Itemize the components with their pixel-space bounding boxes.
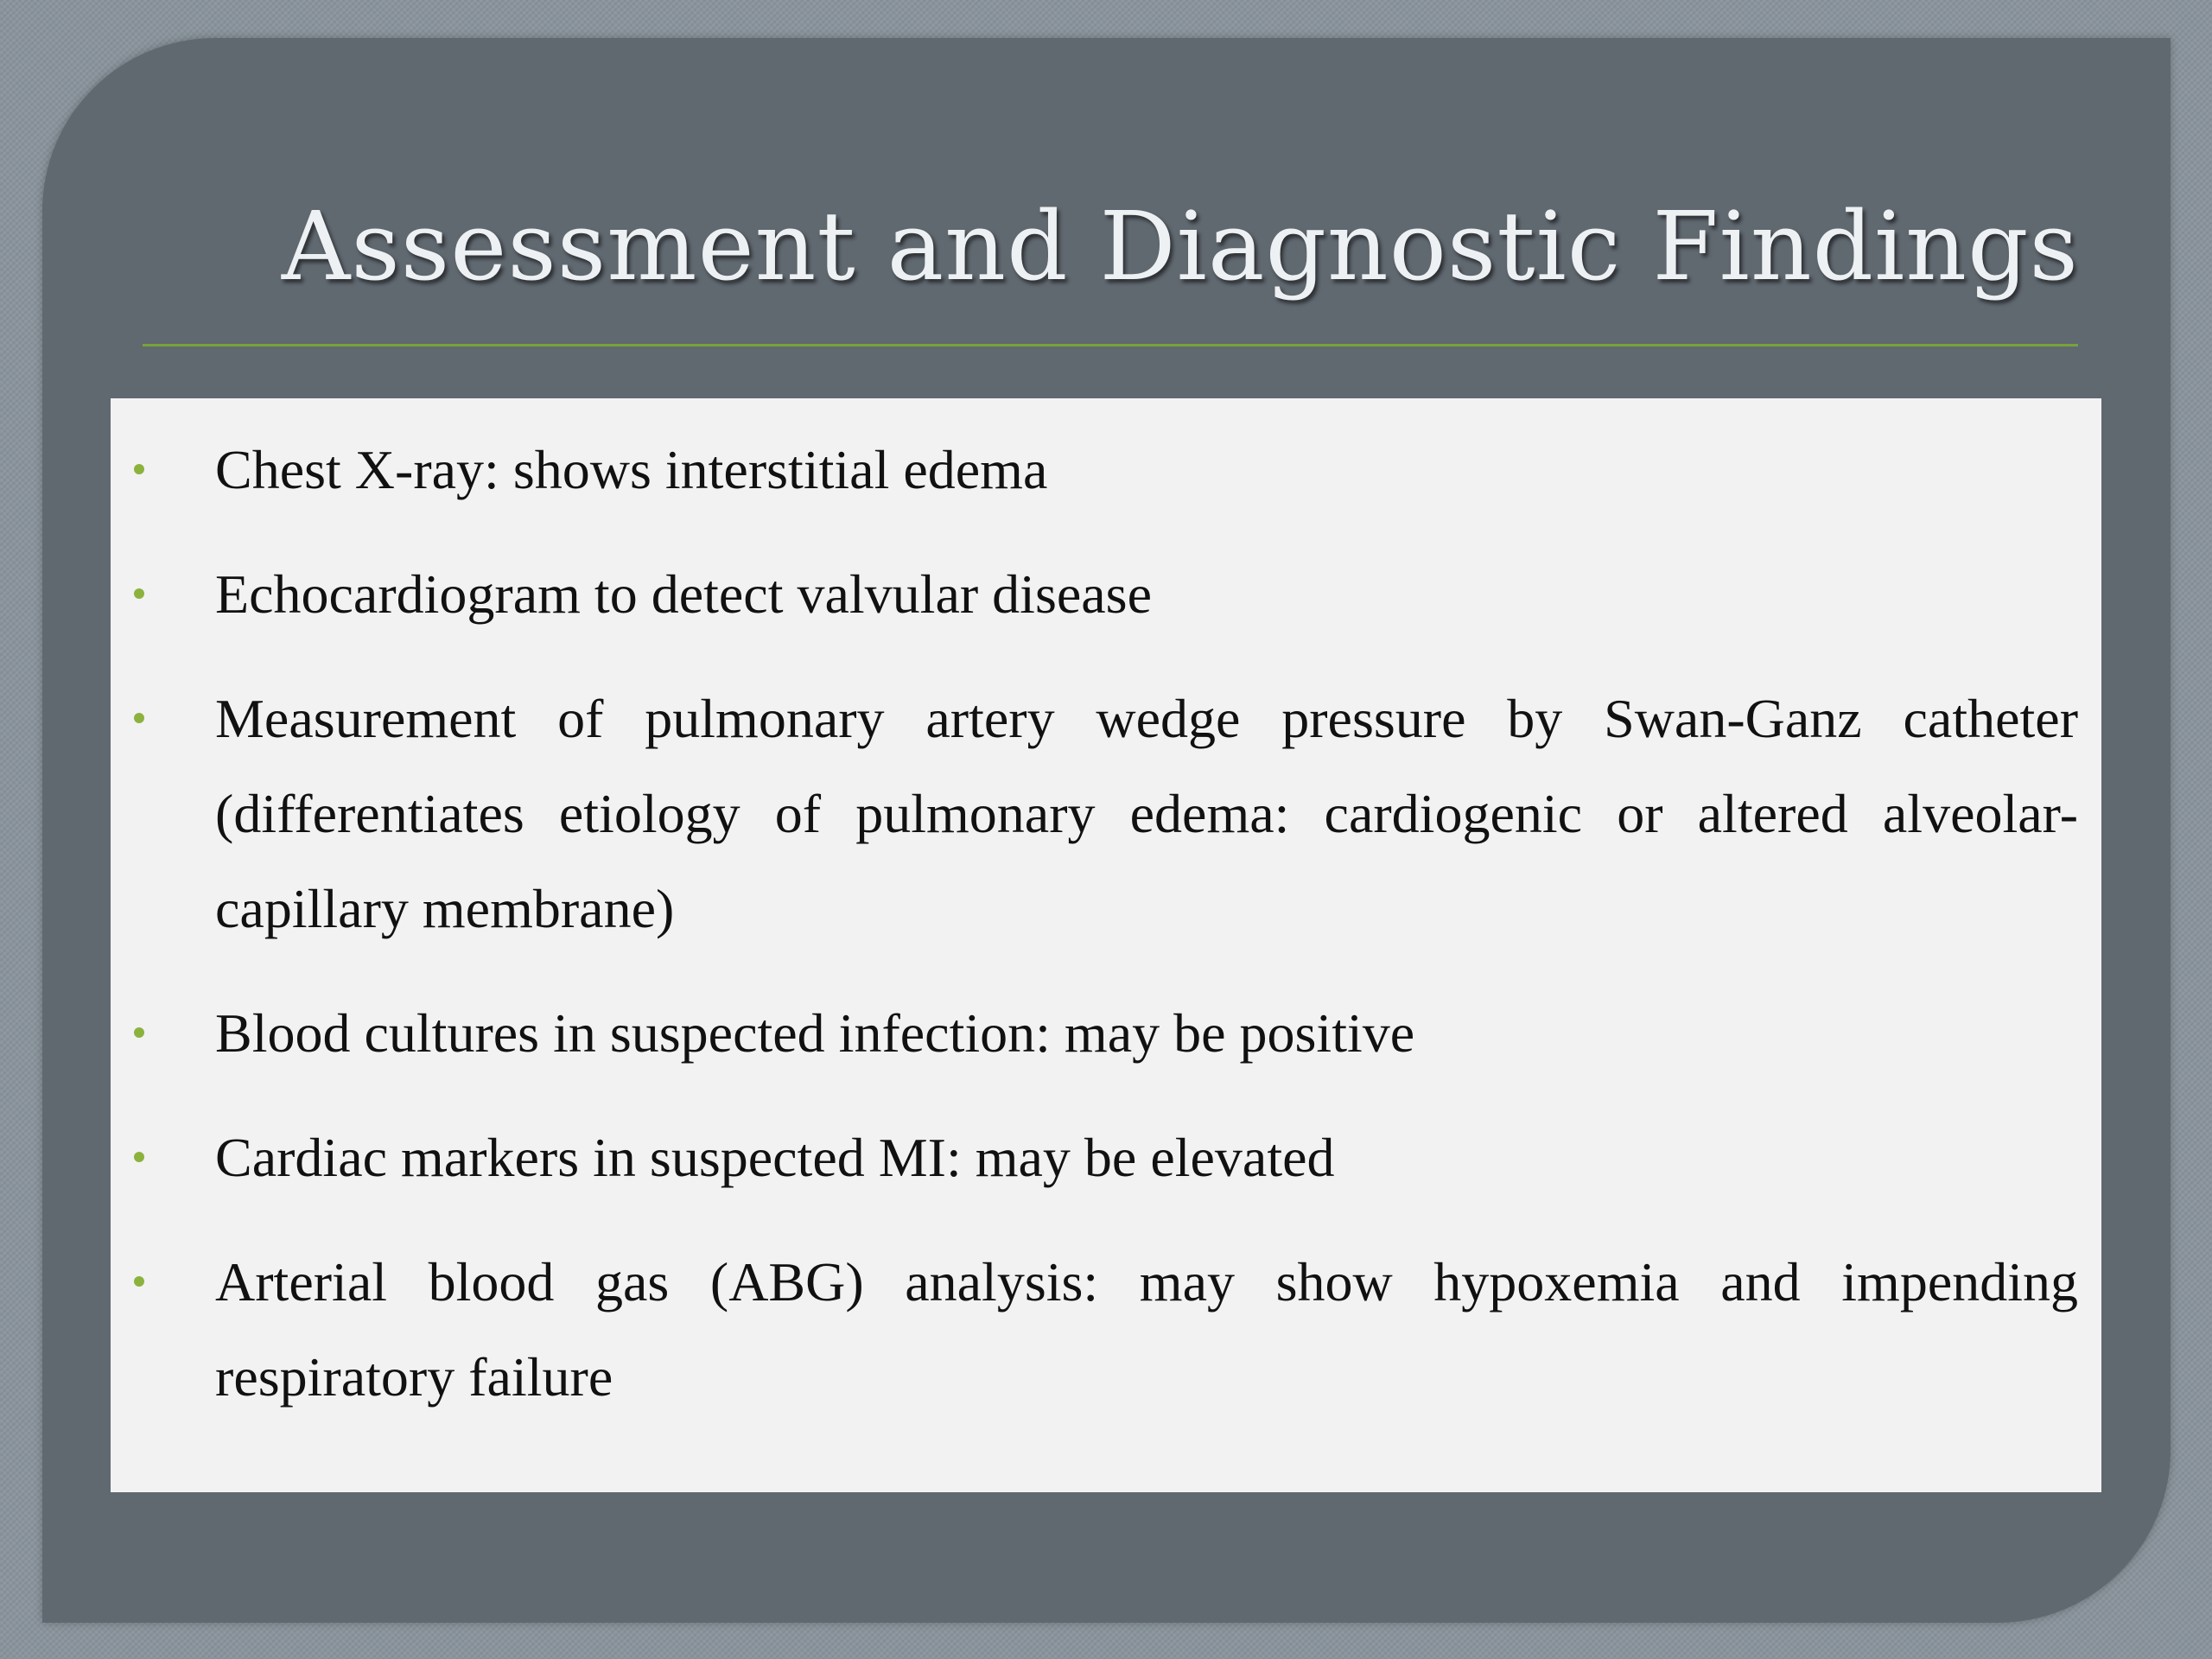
bullet-dot-icon xyxy=(134,1276,144,1287)
bullet-dot-icon xyxy=(134,464,144,474)
bullet-dot-icon xyxy=(134,713,144,723)
bullet-dot-icon xyxy=(134,1152,144,1162)
title-divider xyxy=(143,344,2078,346)
bullet-item-abg-analysis xyxy=(111,1235,2101,1425)
bullet-item-chest-xray xyxy=(111,423,2101,518)
bullet-dot-icon xyxy=(134,588,144,599)
bullet-item-wedge-pressure xyxy=(111,671,2101,957)
bullet-item-blood-cultures xyxy=(111,986,2101,1081)
bullet-text: Arterial blood gas (ABG) analysis: may show hypoxemia and impending respiratory failure xyxy=(215,1251,2078,1408)
bullet-text: Blood cultures in suspected infection: may be positive xyxy=(215,1002,1415,1064)
slide-title: Assessment and Diagnostic Findings xyxy=(281,191,2079,302)
bullet-list xyxy=(111,423,2101,1454)
bullet-text: Measurement of pulmonary artery wedge pressure by Swan-Ganz catheter (differentiates etiology of pulmonary edema: cardiogenic or altered alveolar-capillary membrane) xyxy=(215,688,2078,939)
bullet-text: Chest X-ray: shows interstitial edema xyxy=(215,439,1048,500)
bullet-text: Echocardiogram to detect valvular disease xyxy=(215,563,1152,625)
bullet-dot-icon xyxy=(134,1027,144,1038)
bullet-text: Cardiac markers in suspected MI: may be elevated xyxy=(215,1127,1335,1188)
bullet-item-cardiac-markers xyxy=(111,1110,2101,1205)
content-box xyxy=(111,398,2101,1492)
bullet-item-echocardiogram xyxy=(111,547,2101,642)
